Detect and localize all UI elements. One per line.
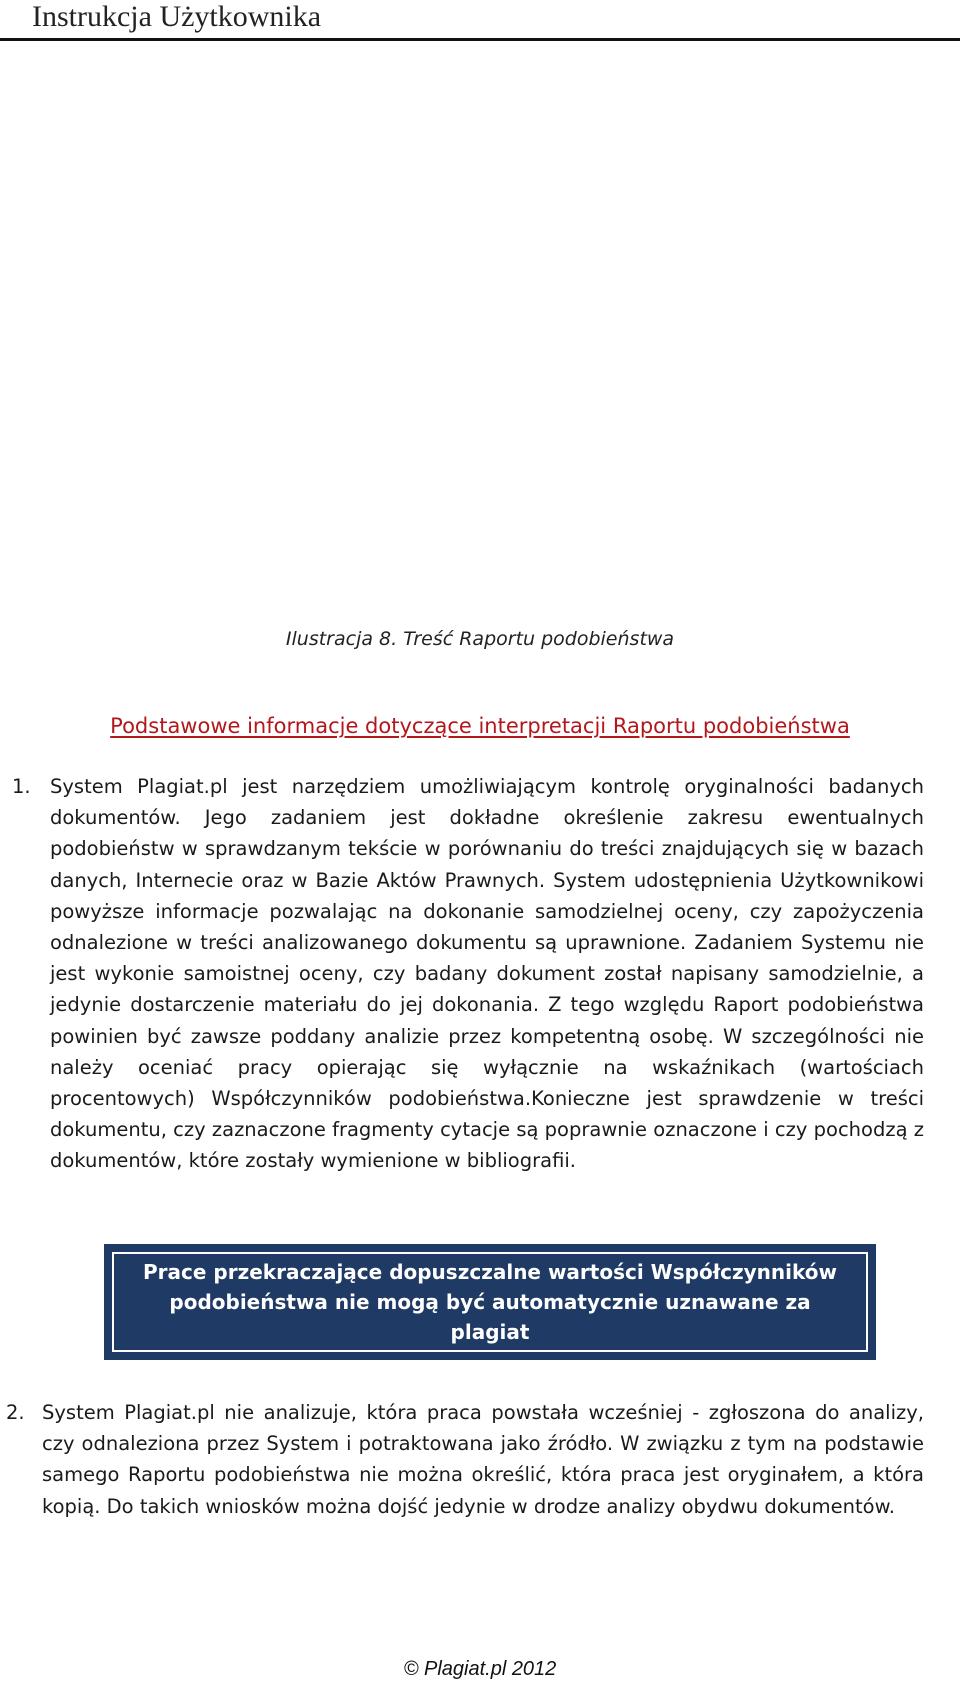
notice-line-1: Prace przekraczające dopuszczalne wartości Współczynników [143, 1260, 837, 1284]
list-item-number: 1. [12, 775, 31, 798]
page-header [0, 0, 960, 41]
list-item [12, 771, 924, 1177]
section-heading: Podstawowe informacje dotyczące interpretacji Raportu podobieństwa [110, 714, 850, 738]
notice-line-2: podobieństwa nie mogą być automatycznie uznawane za plagiat [169, 1290, 811, 1344]
page-footer: © Plagiat.pl 2012 [403, 1658, 557, 1680]
list-item [6, 1397, 924, 1522]
document-title: Instrukcja Użytkownika [32, 0, 322, 33]
notice-inner-frame [112, 1252, 868, 1352]
notice-box [104, 1244, 876, 1360]
figure-caption: Ilustracja 8. Treść Raportu podobieństwa [285, 628, 675, 650]
list-item-number: 2. [6, 1401, 25, 1424]
list-item-text: System Plagiat.pl nie analizuje, która praca powstała wcześniej - zgłoszona do analizy, czy odnaleziona przez System i potraktowana jako źródło. W związku z tym na podstawie samego Raportu podobieństwa nie można określić, która praca jest oryginałem, a która kopią. Do takich wniosków można dojść jedynie w drodze analizy obydwu dokumentów. [42, 1401, 924, 1518]
list-item-text: System Plagiat.pl jest narzędziem umożliwiającym kontrolę oryginalności badanych dokumentów. Jego zadaniem jest dokładne określenie zakresu ewentualnych podobieństw w sprawdzanym tekście w porównaniu do treści znajdujących się w bazach danych, Internecie oraz w Bazie Aktów Prawnych. System udostępnienia Użytkownikowi powyższe informacje pozwalając na dokonanie samodzielnej oceny, czy zapożyczenia odnalezione w treści analizowanego dokumentu są uprawnione. Zadaniem Systemu nie jest wykonie samoistnej oceny, czy badany dokument został napisany samodzielnie, a jedynie dostarczenie materiału do jej dokonania. Z tego względu Raport podobieństwa powinien być zawsze poddany analizie przez kompetentną osobę. W szczególności nie należy oceniać pracy opierając się wyłącznie na wskaźnikach (wartościach procentowych) Współczynników podobieństwa.Konieczne jest sprawdzenie w treści dokumentu, czy zaznaczone fragmenty cytacje są poprawnie oznaczone i czy pochodzą z dokumentów, które zostały wymienione w bibliografii. [50, 775, 924, 1173]
